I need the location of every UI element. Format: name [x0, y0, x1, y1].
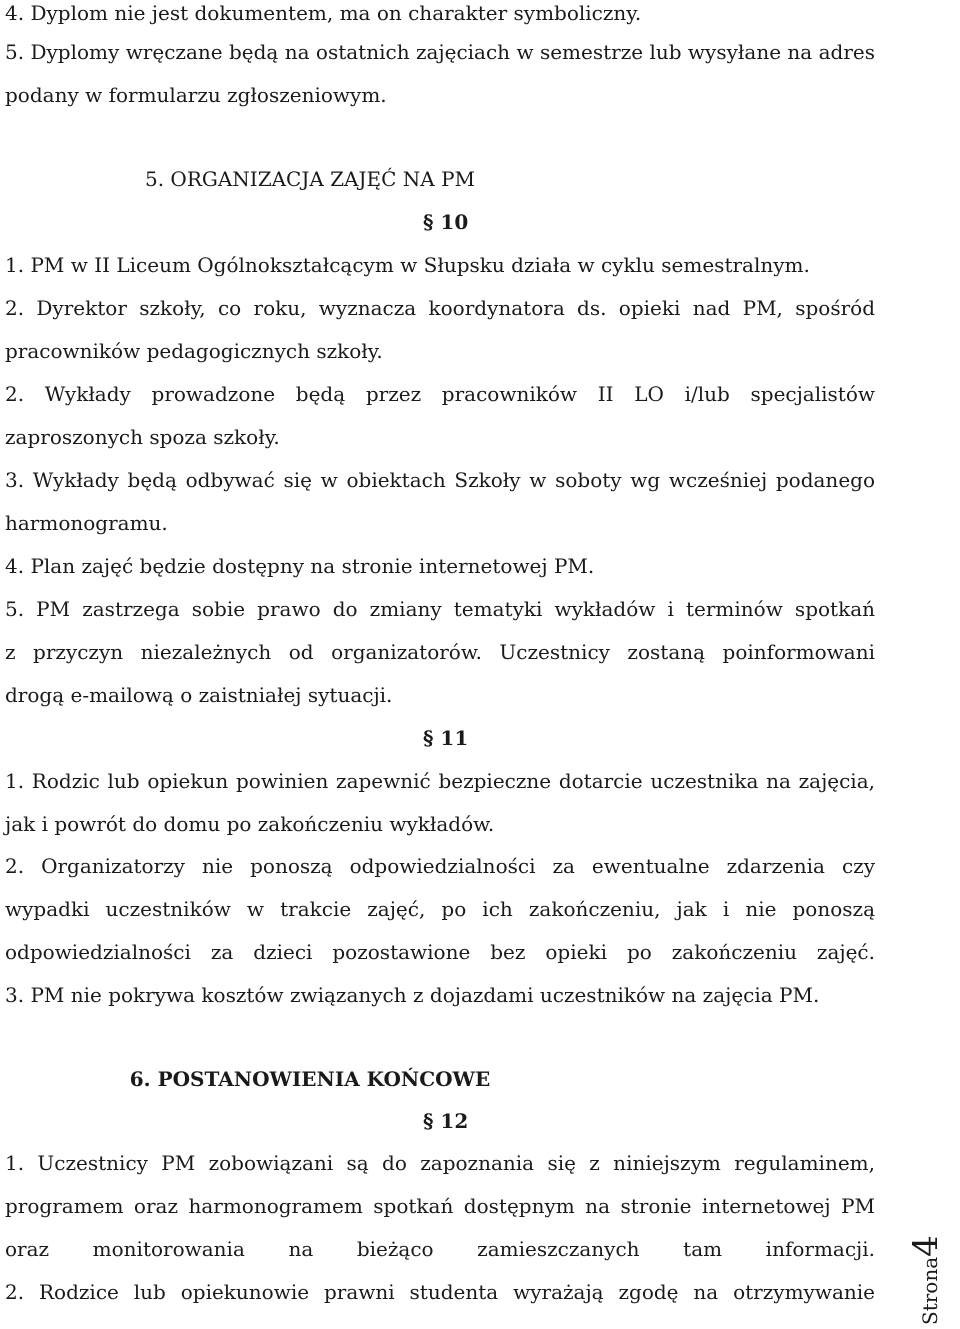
text-line: pracowników pedagogicznych szkoły.	[5, 339, 383, 363]
text-line: jak i powrót do domu po zakończeniu wykładów.	[5, 812, 495, 836]
paragraph-mark: § 10	[423, 210, 469, 234]
paragraph-mark: § 11	[423, 726, 469, 750]
text-line: harmonogramu.	[5, 511, 168, 535]
text-line: 2. Rodzice lub opiekunowie prawni studenta wyrażają zgodę na otrzymywanie	[5, 1280, 875, 1304]
text-line: programem oraz harmonogramem spotkań dostępnym na stronie internetowej PM	[5, 1194, 875, 1218]
paragraph-mark: § 12	[423, 1109, 469, 1133]
text-line: oraz monitorowania na bieżąco zamieszczanych tam informacji.	[5, 1237, 875, 1261]
text-line: 4. Plan zajęć będzie dostępny na stronie internetowej PM.	[5, 554, 595, 578]
page-label: Strona	[918, 1256, 942, 1325]
text-line: 4. Dyplom nie jest dokumentem, ma on charakter symboliczny.	[5, 1, 642, 25]
text-line: z przyczyn niezależnych od organizatorów. Uczestnicy zostaną poinformowani	[5, 640, 875, 664]
text-line: 2. Organizatorzy nie ponoszą odpowiedzialności za ewentualne zdarzenia czy	[5, 854, 875, 878]
text-line: zaproszonych spoza szkoły.	[5, 425, 280, 449]
page-number: 4	[906, 1235, 946, 1257]
text-line: 3. Wykłady będą odbywać się w obiektach Szkoły w soboty wg wcześniej podanego	[5, 468, 875, 492]
section-heading: 5. ORGANIZACJA ZAJĘĆ NA PM	[144, 167, 476, 191]
text-line: wypadki uczestników w trakcie zajęć, po ich zakończeniu, jak i nie ponoszą	[5, 897, 875, 921]
section-heading: 6. POSTANOWIENIA KOŃCOWE	[129, 1067, 491, 1091]
text-line: 3. PM nie pokrywa kosztów związanych z dojazdami uczestników na zajęcia PM.	[5, 983, 820, 1007]
text-line: drogą e-mailową o zaistniałej sytuacji.	[5, 683, 393, 707]
text-line: podany w formularzu zgłoszeniowym.	[5, 83, 387, 107]
text-line: 2. Dyrektor szkoły, co roku, wyznacza koordynatora ds. opieki nad PM, spośród	[5, 296, 875, 320]
text-line: 2. Wykłady prowadzone będą przez pracowników II LO i/lub specjalistów	[5, 382, 875, 406]
text-line: 1. PM w II Liceum Ogólnokształcącym w Słupsku działa w cyklu semestralnym.	[5, 253, 810, 277]
text-line: 1. Uczestnicy PM zobowiązani są do zapoznania się z niniejszym regulaminem,	[5, 1151, 875, 1175]
text-line: 1. Rodzic lub opiekun powinien zapewnić bezpieczne dotarcie uczestnika na zajęcia,	[5, 769, 875, 793]
text-line: 5. Dyplomy wręczane będą na ostatnich zajęciach w semestrze lub wysyłane na adres	[5, 40, 875, 64]
text-line: 5. PM zastrzega sobie prawo do zmiany tematyki wykładów i terminów spotkań	[5, 597, 875, 621]
page-number-marker	[906, 1215, 956, 1325]
text-line: odpowiedzialności za dzieci pozostawione bez opieki po zakończeniu zajęć.	[5, 940, 875, 964]
